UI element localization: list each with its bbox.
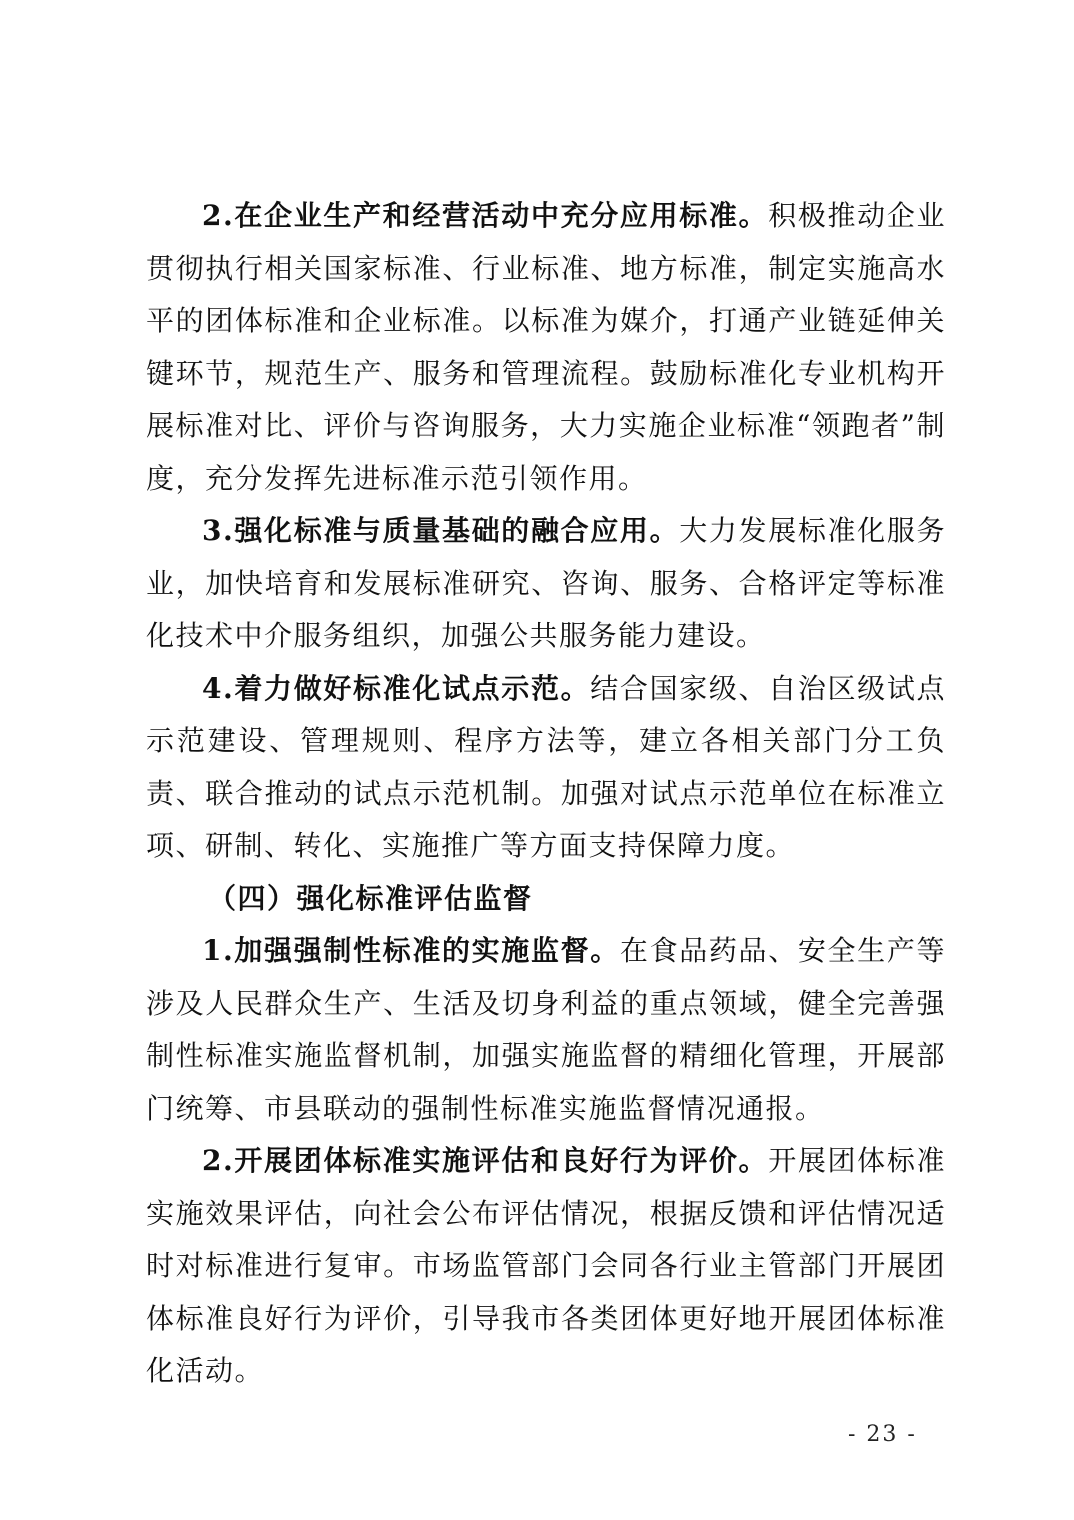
paragraph-mandatory-standards-supervision (146, 925, 946, 1135)
paragraph-standards-quality-integration (146, 505, 946, 663)
paragraph-body: 积极推动企业贯彻执行相关国家标准、行业标准、地方标准，制定实施高水平的团体标准和企业标准。以标准为媒介，打通产业链延伸关键环节，规范生产、服务和管理流程。鼓励标准化专业机构开展标准对比、评价与咨询服务，大力实施企业标准“领跑者”制度，充分发挥先进标准示范引领作用。 (146, 199, 946, 495)
paragraph-lead: 2.在企业生产和经营活动中充分应用标准。 (202, 199, 769, 232)
paragraph-lead: 4.着力做好标准化试点示范。 (202, 671, 591, 705)
paragraph-apply-standards-in-enterprises (146, 190, 946, 505)
paragraph-lead: 1.加强强制性标准的实施监督。 (202, 934, 620, 967)
paragraph-lead: 3.强化标准与质量基础的融合应用。 (202, 514, 680, 547)
page-content (146, 190, 946, 1398)
paragraph-body: 结合国家级、自治区级试点示范建设、管理规则、程序方法等，建立各相关部门分工负责、联合推动的试点示范机制。加强对试点示范单位在标准立项、研制、转化、实施推广等方面支持保障力度。 (146, 671, 946, 862)
section-heading: （四）强化标准评估监督 (208, 881, 533, 915)
paragraph-group-standards-evaluation (146, 1135, 946, 1398)
paragraph-body: 开展团体标准实施效果评估，向社会公布评估情况，根据反馈和评估情况适时对标准进行复审。市场监管部门会同各行业主管部门开展团体标准良好行为评价，引导我市各类团体更好地开展团体标准化活动。 (146, 1144, 946, 1387)
page-number: - 23 - (848, 1422, 917, 1447)
paragraph-body: 大力发展标准化服务业，加快培育和发展标准研究、咨询、服务、合格评定等标准化技术中介服务组织，加强公共服务能力建设。 (146, 514, 946, 652)
paragraph-pilot-demonstration (146, 663, 946, 873)
paragraph-lead: 2.开展团体标准实施评估和良好行为评价。 (202, 1144, 769, 1177)
paragraph-body: 在食品药品、安全生产等涉及人民群众生产、生活及切身利益的重点领域，健全完善强制性标准实施监督机制，加强实施监督的精细化管理，开展部门统筹、市县联动的强制性标准实施监督情况通报。 (146, 934, 946, 1125)
